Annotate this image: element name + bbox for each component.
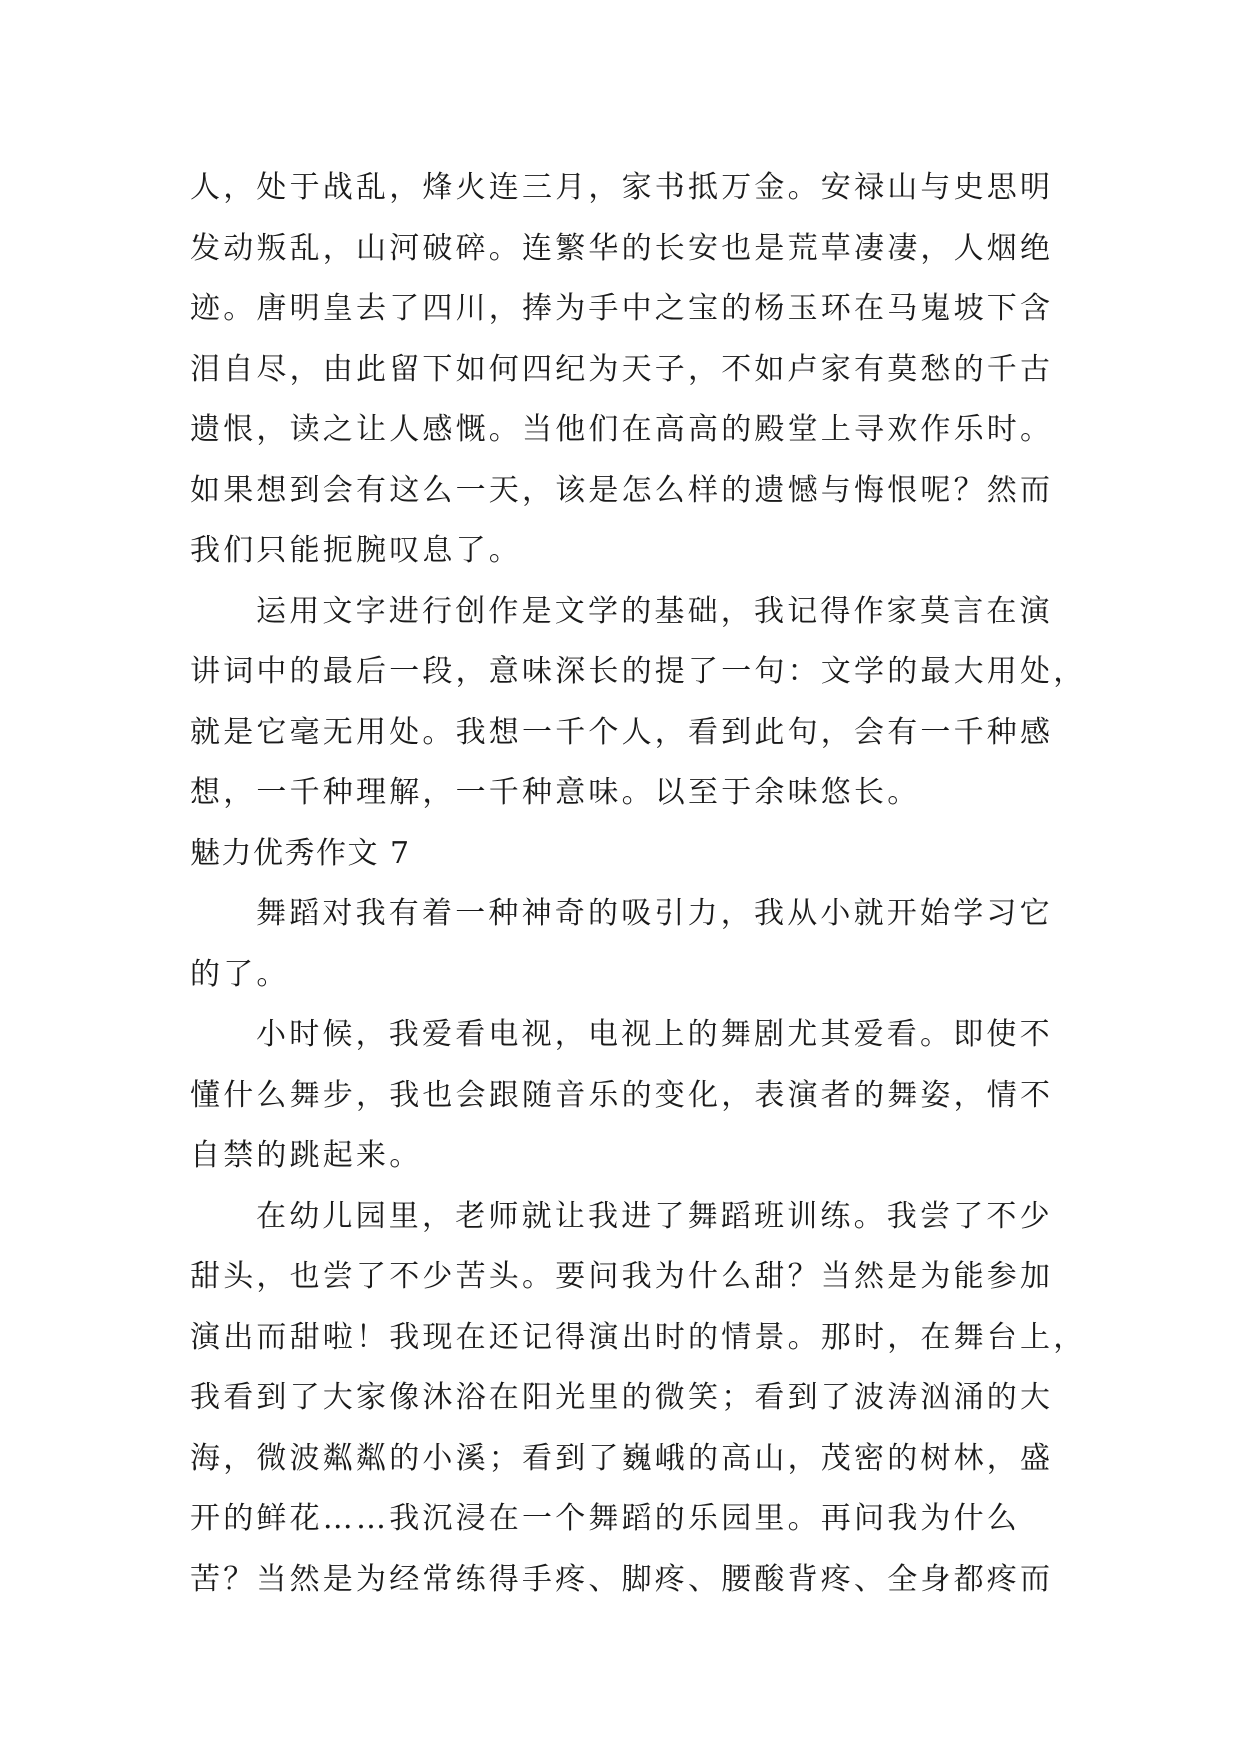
text-line: 就是它毫无用处。我想一千个人，看到此句，会有一千种感 bbox=[190, 714, 1054, 750]
section-heading: 魅力优秀作文 7 bbox=[190, 835, 411, 871]
text-line: 海，微波粼粼的小溪；看到了巍峨的高山，茂密的树林，盛 bbox=[190, 1440, 1054, 1476]
text-line: 迹。唐明皇去了四川，捧为手中之宝的杨玉环在马嵬坡下含 bbox=[190, 291, 1054, 326]
text-line: 讲词中的最后一段，意味深长的提了一句：文学的最大用处， bbox=[190, 654, 1087, 689]
text-line: 我看到了大家像沐浴在阳光里的微笑；看到了波涛汹涌的大 bbox=[190, 1380, 1054, 1415]
text-line: 自禁的跳起来。 bbox=[190, 1138, 423, 1173]
document-body bbox=[190, 158, 1087, 1610]
text-line: 遗恨，读之让人感慨。当他们在高高的殿堂上寻欢作乐时。 bbox=[190, 412, 1054, 447]
text-line: 懂什么舞步，我也会跟随音乐的变化，表演者的舞姿，情不 bbox=[190, 1077, 1054, 1113]
text-line: 泪自尽，由此留下如何四纪为天子，不如卢家有莫愁的千古 bbox=[190, 351, 1054, 387]
text-line: 演出而甜啦！我现在还记得演出时的情景。那时，在舞台上， bbox=[190, 1319, 1087, 1355]
paragraph-first-line: 在幼儿园里，老师就让我进了舞蹈班训练。我尝了不少 bbox=[256, 1198, 1053, 1234]
paragraph-first-line: 运用文字进行创作是文学的基础，我记得作家莫言在演 bbox=[256, 593, 1053, 629]
text-line: 想，一千种理解，一千种意味。以至于余味悠长。 bbox=[190, 775, 921, 810]
text-line: 甜头，也尝了不少苦头。要问我为什么甜？当然是为能参加 bbox=[190, 1259, 1054, 1294]
text-line: 苦？当然是为经常练得手疼、脚疼、腰酸背疼、全身都疼而 bbox=[190, 1561, 1054, 1597]
text-line: 如果想到会有这么一天，该是怎么样的遗憾与悔恨呢？然而 bbox=[190, 472, 1054, 508]
text-line: 人，处于战乱，烽火连三月，家书抵万金。安禄山与史思明 bbox=[190, 170, 1054, 205]
text-line: 发动叛乱，山河破碎。连繁华的长安也是荒草凄凄，人烟绝 bbox=[190, 230, 1054, 266]
text-line: 我们只能扼腕叹息了。 bbox=[190, 533, 522, 568]
paragraph-first-line: 舞蹈对我有着一种神奇的吸引力，我从小就开始学习它 bbox=[256, 896, 1053, 931]
text-line: 开的鲜花……我沉浸在一个舞蹈的乐园里。再问我为什么 bbox=[190, 1501, 1020, 1536]
text-line: 的了。 bbox=[190, 956, 290, 992]
paragraph-first-line: 小时候，我爱看电视，电视上的舞剧尤其爱看。即使不 bbox=[256, 1017, 1053, 1052]
